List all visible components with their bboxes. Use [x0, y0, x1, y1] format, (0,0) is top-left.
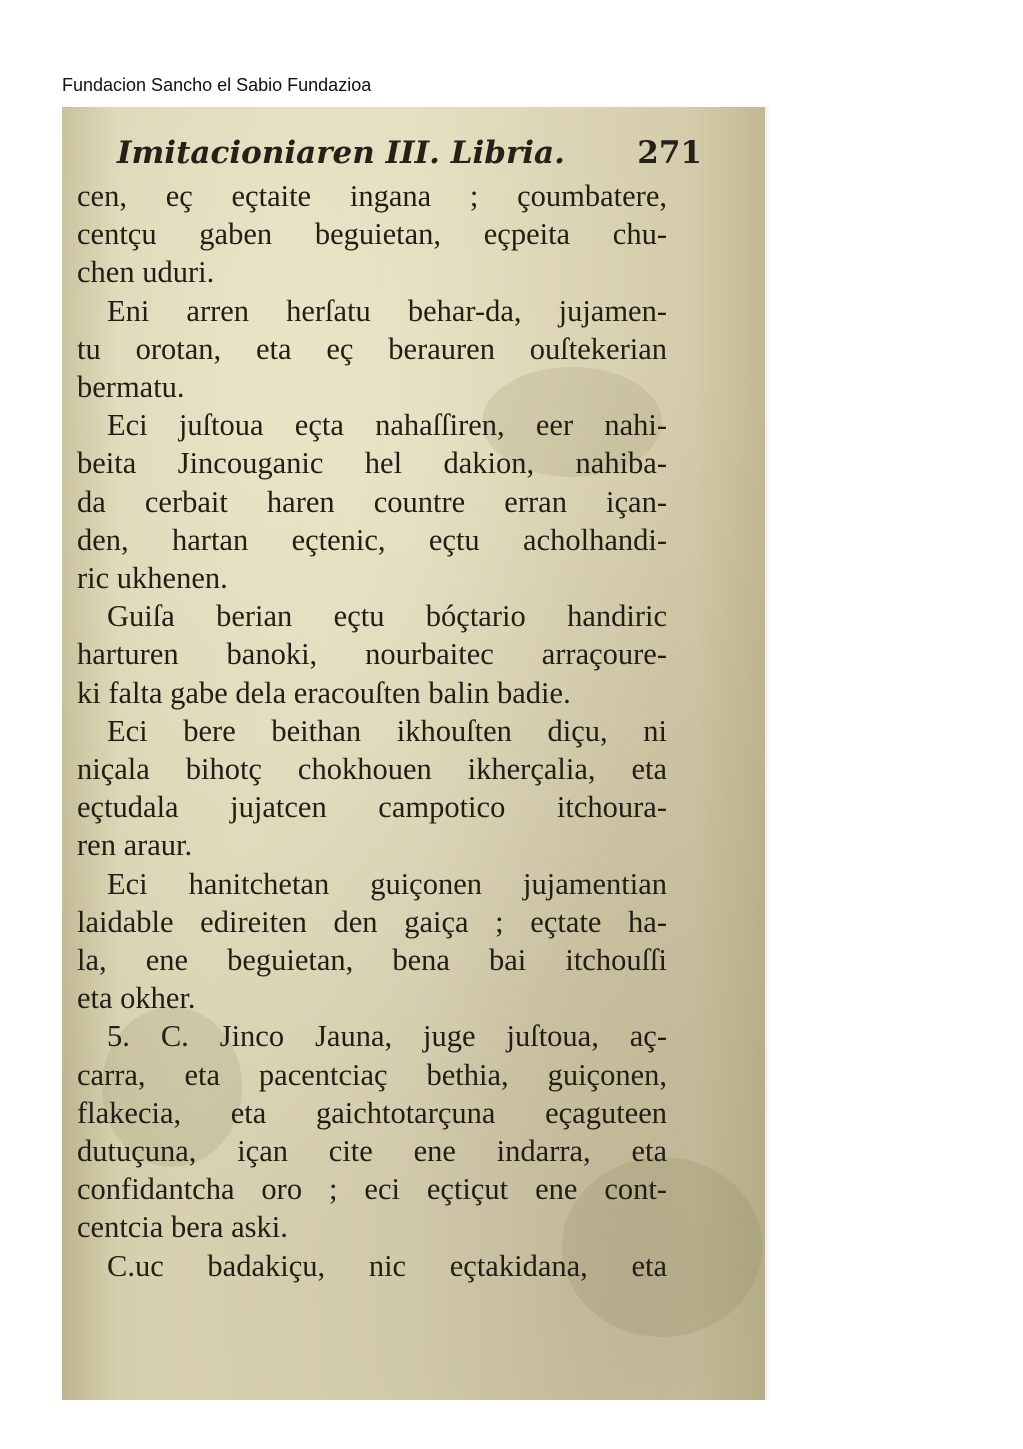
text-line: beita Jincouganic hel dakion, nahiba- [77, 446, 667, 481]
text-line: ric ukhenen. [77, 561, 228, 596]
body-text [77, 177, 667, 1285]
text-line: ki falta gabe dela eracouſten balin badie. [77, 675, 571, 710]
text-line: 5. C. Jinco Jauna, juge juſtoua, aç- [107, 1019, 667, 1054]
text-line: centcia bera aski. [77, 1210, 288, 1245]
text-line: flakecia, eta gaichtotarçuna eçaguteen [77, 1095, 667, 1130]
text-line: la, ene beguietan, bena bai itchouſſi [77, 943, 667, 978]
scan-edge-shadow [765, 107, 771, 1400]
text-line: niçala bihotç chokhouen ikherçalia, eta [77, 752, 667, 787]
text-line: chen uduri. [77, 255, 215, 290]
text-line: C.uc badakiçu, nic eçtakidana, eta [107, 1248, 667, 1283]
text-line: Eci juſtoua eçta nahaſſiren, eer nahi- [107, 408, 667, 443]
text-line: dutuçuna, içan cite ene indarra, eta [77, 1134, 667, 1169]
text-line: tu orotan, eta eç berauren ouſtekerian [77, 331, 667, 366]
text-line: Guiſa berian eçtu bóçtario handiric [107, 599, 667, 634]
page-number: 271 [637, 135, 702, 171]
text-line: Eci bere beithan ikhouſten diçu, ni [107, 713, 667, 748]
running-head [117, 135, 702, 171]
running-head-title: Imitacioniaren III. Libria. [117, 135, 565, 171]
text-line: cen, eç eçtaite ingana ; çoumbatere, [77, 179, 667, 213]
text-line: Eci hanitchetan guiçonen jujamentian [107, 866, 667, 901]
text-line: centçu gaben beguietan, eçpeita chu- [77, 217, 667, 252]
text-line: Eni arren herſatu behar-da, jujamen- [107, 293, 667, 328]
text-line: da cerbait haren countre erran içan- [77, 484, 667, 519]
text-line: eçtudala jujatcen campotico itchoura- [77, 790, 667, 825]
text-line: bermatu. [77, 370, 185, 405]
text-line: ren araur. [77, 828, 193, 863]
text-line: harturen banoki, nourbaitec arraçoure- [77, 637, 667, 672]
text-line: carra, eta pacentciaç bethia, guiçonen, [77, 1057, 667, 1092]
text-line: laidable edireiten den gaiça ; eçtate ha- [77, 904, 667, 939]
scanned-page [62, 107, 765, 1400]
text-line: den, hartan eçtenic, eçtu acholhandi- [77, 522, 667, 557]
text-line: confidantcha oro ; eci eçtiçut ene cont- [77, 1172, 667, 1207]
archive-header: Fundacion Sancho el Sabio Fundazioa [62, 75, 372, 95]
text-line: eta okher. [77, 981, 196, 1016]
